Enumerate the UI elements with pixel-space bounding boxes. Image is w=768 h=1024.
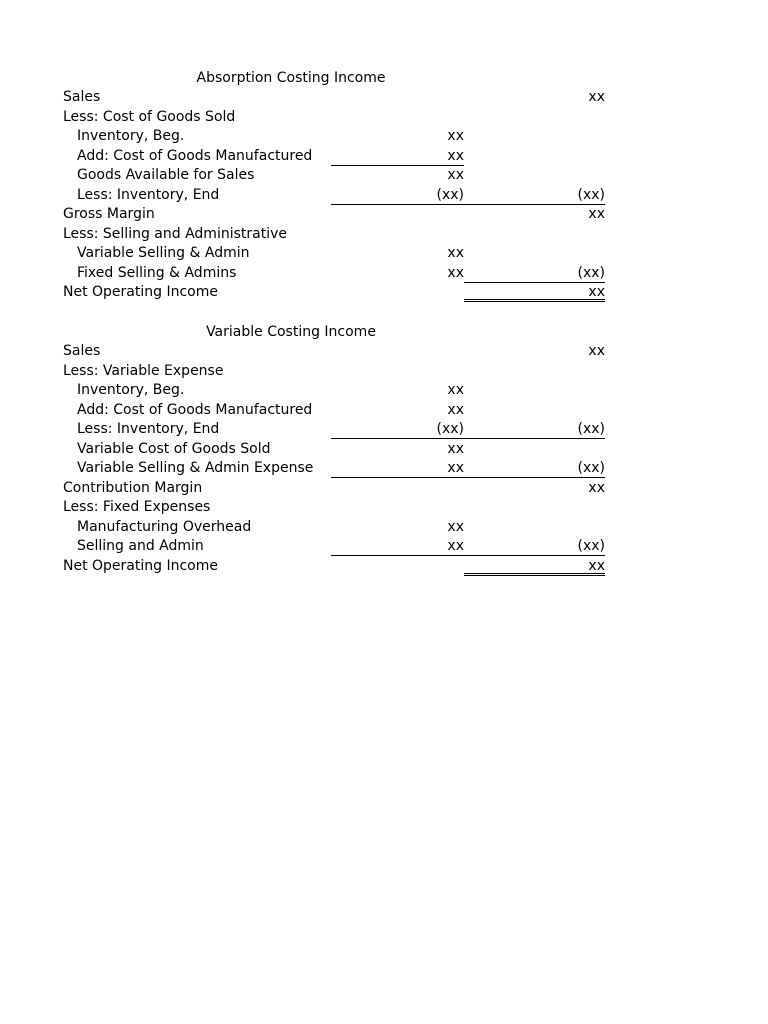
variable-statement-title: Variable Costing Income	[206, 324, 376, 340]
cost-goods-manufactured-row	[63, 401, 605, 421]
detail-value: xx	[447, 128, 464, 144]
variable-cogs-row	[63, 440, 605, 460]
row-label: Variable Selling & Admin	[77, 245, 250, 261]
detail-value: (xx)	[331, 420, 464, 439]
detail-value: xx	[331, 147, 464, 166]
absorption-statement-title: Absorption Costing Income	[196, 70, 386, 86]
selling-admin-heading-row	[63, 225, 605, 245]
row-label: Less: Inventory, End	[77, 421, 220, 437]
total-value: xx	[588, 479, 605, 496]
total-value: (xx)	[464, 537, 605, 556]
detail-value: (xx)	[331, 186, 464, 205]
row-label: Add: Cost of Goods Manufactured	[77, 401, 313, 418]
row-label: Gross Margin	[63, 206, 155, 222]
net-operating-income-row	[63, 557, 605, 577]
gross-margin-row	[63, 205, 605, 225]
total-value: xx	[464, 283, 605, 302]
detail-value: xx	[447, 264, 464, 281]
sales-row	[63, 342, 605, 362]
variable-selling-admin-row	[63, 459, 605, 479]
row-label: Sales	[63, 89, 101, 105]
row-label: Variable Selling & Admin Expense	[77, 460, 314, 476]
total-value: (xx)	[464, 186, 605, 205]
detail-value: xx	[331, 459, 464, 478]
inventory-end-row	[63, 186, 605, 206]
variable-selling-admin-row	[63, 244, 605, 264]
total-value: (xx)	[464, 420, 605, 439]
row-label: Variable Cost of Goods Sold	[77, 440, 271, 457]
total-value: (xx)	[464, 459, 605, 478]
row-label: Sales	[63, 343, 101, 359]
total-value: (xx)	[464, 264, 605, 283]
inventory-end-row	[63, 420, 605, 440]
row-label: Less: Inventory, End	[77, 186, 220, 203]
row-label: Goods Available for Sales	[77, 167, 255, 183]
detail-value: xx	[447, 382, 464, 398]
row-label: Selling and Admin	[77, 538, 204, 554]
row-label: Contribution Margin	[63, 479, 203, 496]
row-label: Less: Cost of Goods Sold	[63, 108, 236, 125]
inventory-beg-row	[63, 127, 605, 147]
row-label: Add: Cost of Goods Manufactured	[77, 147, 313, 164]
row-label: Less: Selling and Administrative	[63, 225, 287, 242]
total-value: xx	[588, 89, 605, 105]
row-label: Net Operating Income	[63, 284, 218, 300]
fixed-selling-admin-row	[63, 264, 605, 284]
detail-value: xx	[331, 537, 464, 556]
row-label: Manufacturing Overhead	[77, 518, 252, 535]
net-operating-income-row	[63, 283, 605, 303]
detail-value: xx	[447, 245, 464, 261]
total-value: xx	[464, 557, 605, 576]
variable-costing-statement	[63, 323, 605, 576]
row-label: Inventory, Beg.	[77, 382, 185, 398]
cost-goods-manufactured-row	[63, 147, 605, 167]
detail-value: xx	[447, 401, 464, 418]
sales-row	[63, 88, 605, 108]
inventory-beg-row	[63, 381, 605, 401]
selling-admin-row	[63, 537, 605, 557]
total-value: xx	[588, 343, 605, 359]
row-label: Inventory, Beg.	[77, 128, 185, 144]
row-label: Less: Variable Expense	[63, 362, 224, 379]
total-value: xx	[588, 206, 605, 222]
cogs-heading-row	[63, 108, 605, 128]
contribution-margin-row	[63, 479, 605, 499]
row-label: Fixed Selling & Admins	[77, 264, 237, 281]
absorption-costing-statement	[63, 69, 605, 303]
goods-available-row	[63, 166, 605, 186]
detail-value: xx	[447, 518, 464, 535]
row-label: Less: Fixed Expenses	[63, 499, 211, 515]
detail-value: xx	[447, 167, 464, 183]
detail-value: xx	[447, 440, 464, 457]
manufacturing-overhead-row	[63, 518, 605, 538]
fixed-expenses-heading-row	[63, 498, 605, 518]
row-label: Net Operating Income	[63, 557, 218, 574]
variable-expense-heading-row	[63, 362, 605, 382]
